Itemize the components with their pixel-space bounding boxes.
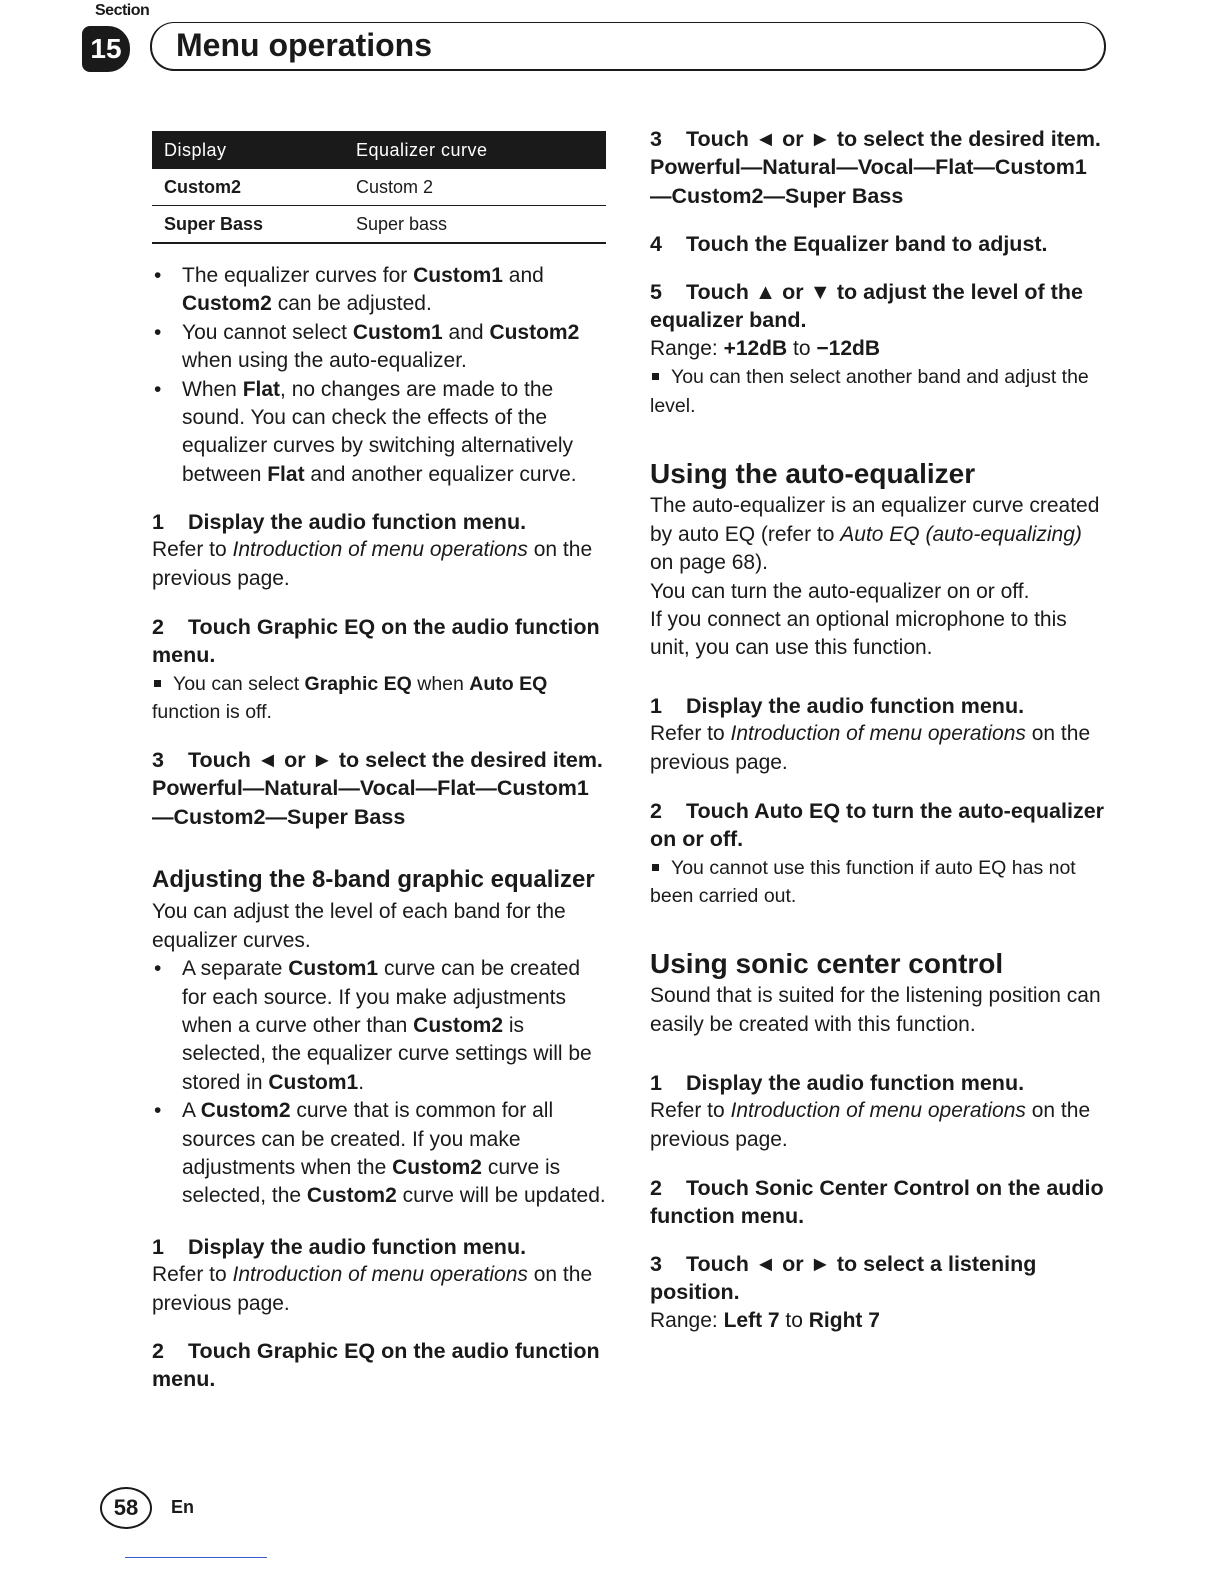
step-title: Touch Graphic EQ on the audio function menu. (152, 615, 600, 668)
step-title: Touch ◄ or ► to select the desired item. (686, 127, 1101, 151)
sonic-step-2 (650, 1174, 1108, 1231)
step-body: Refer to Introduction of menu operations on the previous page. (650, 1099, 1091, 1151)
step-number: 5 (650, 280, 662, 304)
cross-reference: Introduction of menu operations (232, 538, 528, 562)
step-title: Touch ▲ or ▼ to adjust the level of the equalizer band. (650, 280, 1083, 333)
equalizer-table (152, 131, 606, 244)
right-step-5 (650, 278, 1108, 420)
step-title: Touch Graphic EQ on the audio function menu. (152, 1339, 600, 1392)
table-header-display: Display (152, 131, 344, 169)
bold-term: Flat (267, 462, 305, 486)
list-item (152, 376, 608, 490)
step-number: 2 (650, 1176, 662, 1200)
list-item: • A separate Custom1 curve can be created for each source. If you make adjustments when a curve other than Custom2 is selected, the equalizer curve settings will be stored in Custom1. (152, 955, 608, 1097)
left-subsection (152, 866, 608, 1211)
list-item: • A Custom2 curve that is common for all sources can be created. If you make adjustments when the Custom2 curve is selected, the Custom2 curve will be updated. (152, 1097, 608, 1211)
subsection-intro: You can adjust the level of each band for the equalizer curves. (152, 900, 566, 952)
bold-term: Flat (242, 377, 281, 401)
cross-reference: Introduction of menu operations (730, 722, 1026, 746)
step-title: Touch ◄ or ► to select a listening position. (650, 1252, 1037, 1305)
step-note: You can select Graphic EQ when Auto EQ function is off. (152, 672, 548, 724)
step-heading (650, 125, 1108, 153)
text: You cannot select (182, 320, 353, 344)
table-header-row (152, 131, 606, 169)
step-number: 1 (650, 694, 662, 718)
bold-term: Custom1 (413, 264, 503, 287)
step-heading (650, 1250, 1108, 1307)
text: when using the auto-equalizer. (182, 349, 467, 373)
step-number: 2 (650, 799, 662, 823)
section-text: You can turn the auto-equalizer on or off. (650, 579, 1030, 603)
step-number: 2 (152, 1339, 164, 1363)
sonic-step-1 (650, 1069, 1108, 1154)
language-label: En (171, 1497, 195, 1517)
step-note: You can then select another band and adjust the level. (650, 366, 1089, 417)
left-step-2 (152, 613, 608, 727)
text: and (442, 320, 490, 344)
step-heading (650, 278, 1108, 335)
text: and another equalizer curve. (304, 462, 577, 486)
square-bullet-icon (652, 864, 659, 871)
step-title: Touch Sonic Center Control on the audio function menu. (650, 1176, 1104, 1229)
step-heading (152, 613, 608, 670)
right-step-3 (650, 125, 1108, 210)
range-line: Range: +12dB to −12dB (650, 336, 880, 360)
left-step-3 (152, 746, 608, 831)
section-text: If you connect an optional microphone to this unit, you can use this function. (650, 608, 1067, 660)
text: and (502, 264, 544, 287)
left-step-1 (152, 508, 608, 593)
auto-eq-step-1 (650, 692, 1108, 777)
sonic-section (650, 950, 1108, 1039)
item-sequence: Powerful—Natural—Vocal—Flat—Custom1 —Custom2—Super Bass (152, 776, 589, 829)
auto-eq-step-2 (650, 797, 1108, 911)
table-row (152, 169, 606, 206)
bold-term: Custom2 (489, 320, 580, 344)
section-badge: 15 (82, 26, 130, 72)
step-note: You cannot use this function if auto EQ has not been carried out. (650, 856, 1076, 908)
page-title: Menu operations (176, 27, 433, 63)
cross-reference: Introduction of menu operations (730, 1099, 1026, 1123)
step-title: Display the audio function menu. (188, 510, 527, 534)
step-number: 3 (650, 1252, 662, 1276)
step-heading (650, 1069, 1108, 1097)
footer-rule (125, 1557, 267, 1558)
text: The equalizer curves for (182, 264, 414, 287)
bold-term: Custom2 (182, 292, 272, 316)
square-bullet-icon (652, 373, 659, 380)
step-title: Display the audio function menu. (188, 1235, 527, 1259)
right-step-4 (650, 230, 1108, 258)
text: , no changes are made to the sound. You can check the effects of the equalizer curves by switching alternatively between (182, 377, 574, 486)
cross-reference: Auto EQ (auto-equalizing) (840, 522, 1082, 546)
subsection-heading: Adjusting the 8-band graphic equalizer (152, 866, 595, 893)
table-cell-display: Super Bass (152, 206, 344, 244)
table-cell-curve: Custom 2 (344, 169, 606, 206)
step-number: 3 (152, 748, 164, 772)
step-number: 1 (152, 510, 164, 534)
text: When (182, 377, 243, 401)
left-step-1b (152, 1233, 608, 1318)
step-title: Touch the Equalizer band to adjust. (686, 232, 1048, 256)
step-title: Touch Auto EQ to turn the auto-equalizer on or off. (650, 799, 1105, 852)
range-line: Range: Left 7 to Right 7 (650, 1308, 880, 1332)
step-body: Refer to Introduction of menu operations on the previous page. (650, 722, 1091, 774)
step-number: 4 (650, 232, 662, 256)
bold-term: Custom1 (352, 320, 443, 344)
item-sequence: Powerful—Natural—Vocal—Flat—Custom1 —Custom2—Super Bass (650, 155, 1087, 208)
step-number: 2 (152, 615, 164, 639)
step-heading (650, 797, 1108, 854)
section-heading: Using sonic center control (650, 948, 1004, 979)
text: can be adjusted. (271, 292, 432, 316)
section-intro: The auto-equalizer is an equalizer curve created by auto EQ (refer to Auto EQ (auto-equalizing) on page 68). (650, 494, 1100, 575)
step-number: 1 (152, 1235, 164, 1259)
step-heading (650, 692, 1108, 720)
sonic-step-3 (650, 1250, 1108, 1335)
step-heading (152, 1233, 608, 1261)
step-body: Refer to Introduction of menu operations on the previous page. (152, 538, 593, 590)
section-intro: Sound that is suited for the listening position can easily be created with this function. (650, 984, 1101, 1036)
table-cell-display: Custom2 (152, 169, 344, 206)
step-heading (152, 746, 608, 774)
cross-reference: Introduction of menu operations (232, 1263, 528, 1287)
table-cell-curve: Super bass (344, 206, 606, 244)
page-number: 58 (100, 1487, 152, 1529)
square-bullet-icon (154, 680, 161, 687)
step-title: Touch ◄ or ► to select the desired item. (188, 748, 603, 772)
table-header-curve: Equalizer curve (344, 131, 606, 169)
left-step-2b (152, 1337, 608, 1394)
step-title: Display the audio function menu. (686, 1071, 1025, 1095)
auto-eq-section (650, 460, 1108, 663)
step-heading (152, 508, 608, 536)
section-heading: Using the auto-equalizer (650, 458, 976, 489)
step-number: 1 (650, 1071, 662, 1095)
step-body: Refer to Introduction of menu operations on the previous page. (152, 1263, 593, 1315)
step-title: Display the audio function menu. (686, 694, 1025, 718)
list-item (152, 319, 608, 376)
list-item (152, 262, 608, 319)
step-heading (650, 230, 1108, 258)
left-bullet-list (152, 262, 608, 489)
section-label: Section (95, 2, 150, 19)
step-heading (650, 1174, 1108, 1231)
table-row (152, 206, 606, 244)
step-heading (152, 1337, 608, 1394)
step-number: 3 (650, 127, 662, 151)
